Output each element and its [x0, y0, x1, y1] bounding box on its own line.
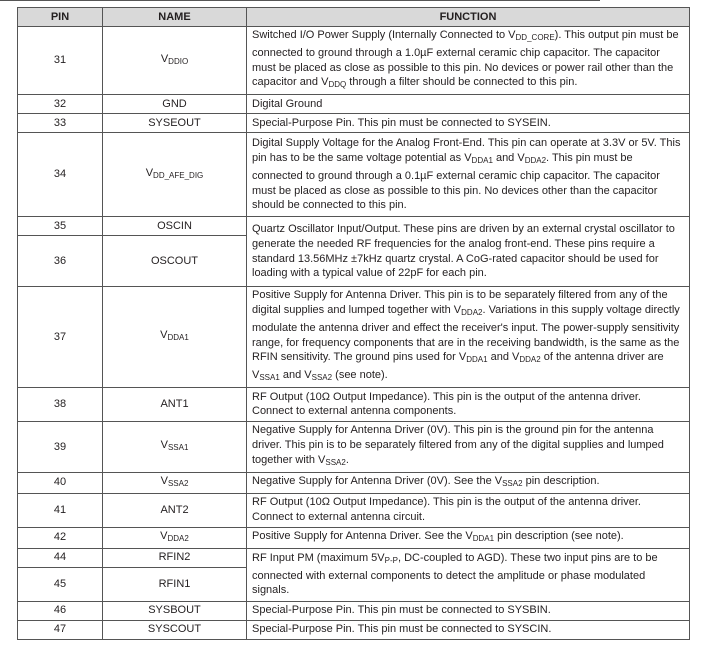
pin-name: $V_{DDIO}$ — [103, 27, 247, 95]
pin-number: 46 — [18, 601, 103, 620]
pin-name: RFIN1 — [103, 567, 247, 601]
pin-number: 45 — [18, 567, 103, 601]
pin-name: GND — [103, 95, 247, 114]
table-row — [18, 133, 690, 217]
header-function: FUNCTION — [247, 8, 690, 27]
pin-number: 32 — [18, 95, 103, 114]
pin-function: RF Output (10Ω Output Impedance). This pin is the output of the antenna driver. Connect to external antenna components. — [247, 387, 690, 421]
header-pin: PIN — [18, 8, 103, 27]
pin-function: Negative Supply for Antenna Driver (0V). This pin is the ground pin for the antenna driver. This pin is to be separately filtered from any of the digital supplies and lumped together with $V_{SSA2}$. — [247, 421, 690, 472]
pin-number: 33 — [18, 114, 103, 133]
pin-function: Special-Purpose Pin. This pin must be connected to SYSEIN. — [247, 114, 690, 133]
pin-function: Positive Supply for Antenna Driver. This pin is to be separately filtered from any of the digital supplies and lumped together with $V_{DDA2}$. Variations in this supply voltage directly modulate the antenna driver and effect the receiver's input. The power-supply sensitivity range, for frequency components that are in the receiving bandwidth, is the same as the RFIN sensitivity. The ground pins used for $V_{DDA1}$ and $V_{DDA2}$ of the antenna driver are $V_{SSA1}$ and $V_{SSA2}$ (see note). — [247, 287, 690, 388]
table-row — [18, 27, 690, 95]
pin-name: OSCIN — [103, 217, 247, 236]
table-row — [18, 493, 690, 527]
pin-function-oscillator: Quartz Oscillator Input/Output. These pins are driven by an external crystal oscillator to generate the needed RF frequencies for the analog front-end. These pins require a standard 13.56MHz ±7kHz quartz crystal. A CoG-rated capacitor should be used for loading with a typical value of 22pF for each pin. — [247, 217, 690, 287]
pin-number: 44 — [18, 548, 103, 567]
pin-function: Special-Purpose Pin. This pin must be connected to SYSCIN. — [247, 620, 690, 639]
table-header-row — [18, 8, 690, 27]
table-row — [18, 217, 690, 236]
table-row — [18, 95, 690, 114]
pin-function: RF Output (10Ω Output Impedance). This pin is the output of the antenna driver. Connect to external antenna circuit. — [247, 493, 690, 527]
pin-number: 35 — [18, 217, 103, 236]
table-row — [18, 114, 690, 133]
pin-function: Switched I/O Power Supply (Internally Connected to $V_{DD\_CORE}$). This output pin must be connected to ground through a 1.0µF external ceramic chip capacitor. The capacitor must be placed as close as possible to this pin. No devices or power rail other than the capacitor and $V_{DDQ}$ through a filter should be connected to this pin. — [247, 27, 690, 95]
pin-name: $V_{DDA2}$ — [103, 527, 247, 548]
pin-number: 36 — [18, 236, 103, 287]
pin-number: 39 — [18, 421, 103, 472]
pin-function: Special-Purpose Pin. This pin must be connected to SYSBIN. — [247, 601, 690, 620]
table-row — [18, 421, 690, 472]
pin-number: 31 — [18, 27, 103, 95]
pin-number: 42 — [18, 527, 103, 548]
pin-name: $V_{DD\_AFE\_DIG}$ — [103, 133, 247, 217]
pin-name: SYSEOUT — [103, 114, 247, 133]
pin-name: $V_{DDA1}$ — [103, 287, 247, 388]
pin-name: SYSBOUT — [103, 601, 247, 620]
pin-number: 34 — [18, 133, 103, 217]
pin-function: Positive Supply for Antenna Driver. See the $V_{DDA1}$ pin description (see note). — [247, 527, 690, 548]
pin-number: 41 — [18, 493, 103, 527]
pin-number: 47 — [18, 620, 103, 639]
pin-function: Negative Supply for Antenna Driver (0V). See the $V_{SSA2}$ pin description. — [247, 472, 690, 493]
pin-name: $V_{SSA1}$ — [103, 421, 247, 472]
pin-name: ANT2 — [103, 493, 247, 527]
table-row — [18, 548, 690, 567]
pin-number: 38 — [18, 387, 103, 421]
pin-number: 37 — [18, 287, 103, 388]
header-name: NAME — [103, 8, 247, 27]
pin-function: Digital Ground — [247, 95, 690, 114]
pin-name: RFIN2 — [103, 548, 247, 567]
table-row — [18, 387, 690, 421]
pin-function-rf-input: RF Input PM (maximum $5V_{P-P}$, DC-coupled to AGD). These two input pins are to be connected with external components to detect the amplitude or phase modulated signals. — [247, 548, 690, 601]
page-top-rule — [0, 0, 600, 1]
table-row — [18, 620, 690, 639]
pin-number: 40 — [18, 472, 103, 493]
pin-description-table — [17, 7, 690, 640]
pin-name: ANT1 — [103, 387, 247, 421]
pin-name: $V_{SSA2}$ — [103, 472, 247, 493]
table-row — [18, 287, 690, 388]
pin-function: Digital Supply Voltage for the Analog Front-End. This pin can operate at 3.3V or 5V. This pin has to be the same voltage potential as $V_{DDA1}$ and $V_{DDA2}$. This pin must be connected to ground through a 0.1µF external ceramic chip capacitor. The capacitor must be placed as close as possible to this pin. No devices other than the capacitor should be connected to this pin. — [247, 133, 690, 217]
table-row — [18, 527, 690, 548]
table-row — [18, 601, 690, 620]
pin-name: OSCOUT — [103, 236, 247, 287]
pin-name: SYSCOUT — [103, 620, 247, 639]
table-row — [18, 472, 690, 493]
